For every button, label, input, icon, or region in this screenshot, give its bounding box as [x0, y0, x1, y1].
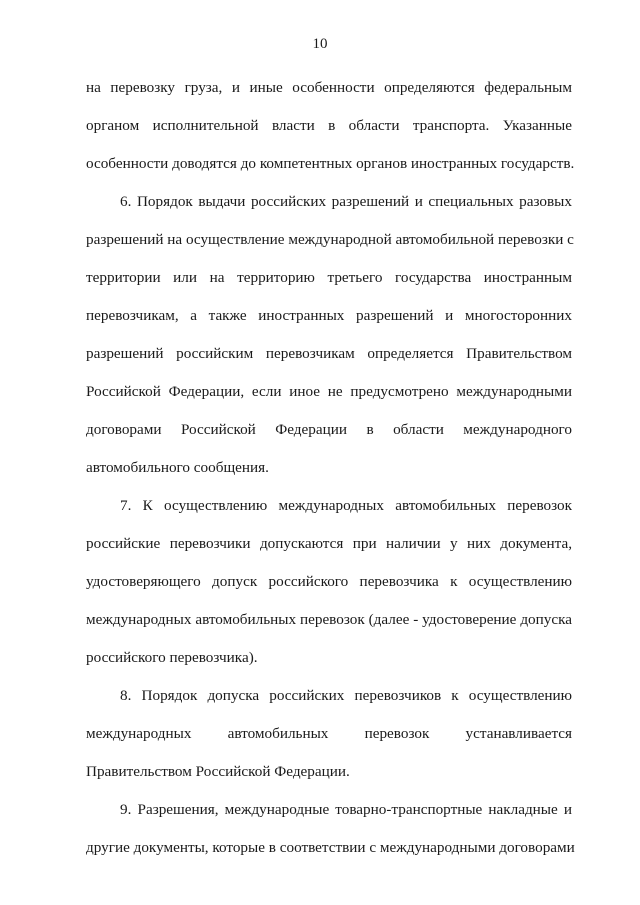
paragraph-line: 6. Порядок выдачи российских разрешений и специальных разовых	[120, 193, 572, 210]
paragraph-line: перевозчикам, а также иностранных разрешений и многосторонних	[86, 307, 572, 324]
paragraph-line: 8. Порядок допуска российских перевозчиков к осуществлению	[120, 687, 572, 704]
paragraph-line: 7. К осуществлению международных автомобильных перевозок	[120, 497, 572, 514]
paragraph-line: автомобильного сообщения.	[86, 459, 269, 476]
paragraph-line: 9. Разрешения, международные товарно-транспортные накладные и	[120, 801, 572, 818]
paragraph-line: на перевозку груза, и иные особенности определяются федеральным	[86, 79, 572, 96]
paragraph-line: российского перевозчика).	[86, 649, 258, 666]
paragraph-line: Правительством Российской Федерации.	[86, 763, 350, 780]
paragraph-line: Российской Федерации, если иное не предусмотрено международными	[86, 383, 572, 400]
page-number: 10	[312, 36, 328, 52]
paragraph-line: договорами Российской Федерации в области международного	[86, 421, 572, 438]
paragraph-line: разрешений на осуществление международной автомобильной перевозки с	[86, 231, 574, 248]
paragraph-line: органом исполнительной власти в области транспорта. Указанные	[86, 117, 572, 134]
paragraph-line: разрешений российским перевозчикам определяется Правительством	[86, 345, 572, 362]
paragraph-line: территории или на территорию третьего государства иностранным	[86, 269, 572, 286]
paragraph-line: другие документы, которые в соответствии с международными договорами	[86, 839, 575, 856]
paragraph-line: удостоверяющего допуск российского перевозчика к осуществлению	[86, 573, 572, 590]
paragraph-line: международных автомобильных перевозок (далее - удостоверение допуска	[86, 611, 572, 628]
paragraph-line: российские перевозчики допускаются при наличии у них документа,	[86, 535, 572, 552]
paragraph-line: международных автомобильных перевозок устанавливается	[86, 725, 572, 742]
paragraph-line: особенности доводятся до компетентных органов иностранных государств.	[86, 155, 575, 172]
